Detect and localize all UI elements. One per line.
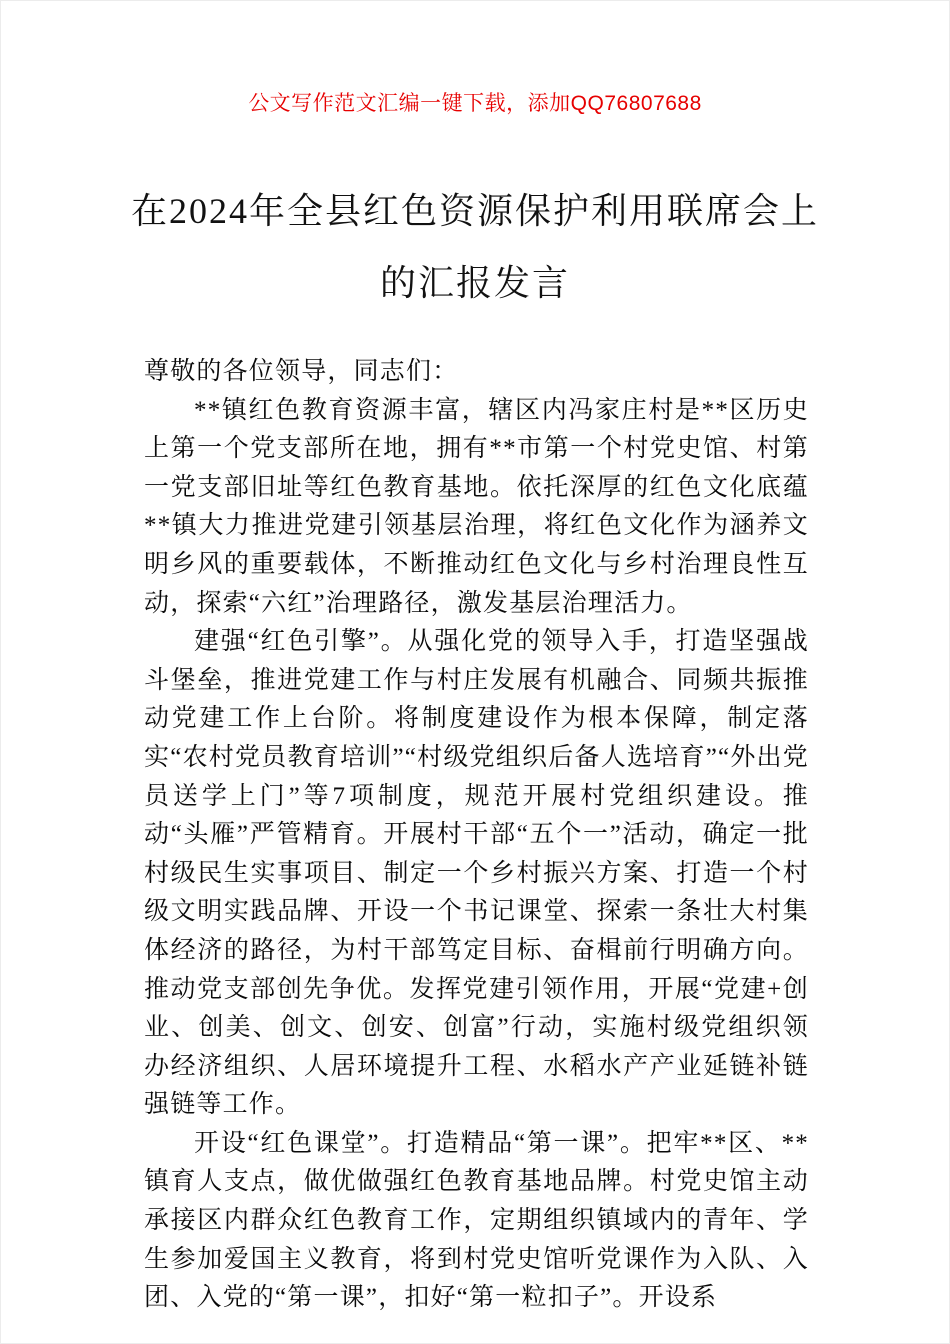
document-title-line-1: 在2024年全县红色资源保护利用联席会上 — [130, 191, 819, 231]
salutation: 尊敬的各位领导，同志们： — [144, 358, 459, 385]
paragraph-2: 建强“红色引擎”。从强化党的领导入手，打造坚强战斗堡垒，推进党建工作与村庄发展有机融合、同频共振推动党建工作上台阶。将制度建设作为根本保障，制定落实“农村党员教育培训”“村级党组织后备人选培育”“外出党员送学上门”等7项制度，规范开展村党组织建设。推动“头雁”严管精育。开展村干部“五个一”活动，确定一批村级民生实事项目、制定一个乡村振兴方案、打造一个村级文明实践品牌、开设一个书记课堂、探索一条壮大村集体经济的路径，为村干部笃定目标、奋楫前行明确方向。推动党支部创先争优。发挥党建引领作用，开展“党建+创业、创美、创文、创安、创富”行动，实施村级党组织领办经济组织、人居环境提升工程、水稻水产产业延链补链强链等工作。 — [144, 628, 809, 1119]
promo-notice: 公文写作范文汇编一键下载，添加QQ76807688 — [248, 92, 702, 115]
document-title-line-2: 的汇报发言 — [379, 263, 570, 303]
paragraph-1: **镇红色教育资源丰富，辖区内冯家庄村是**区历史上第一个党支部所在地，拥有**市第一个村党史馆、村第一党支部旧址等红色教育基地。依托深厚的红色文化底蕴**镇大力推进党建引领基层治理，将红色文化作为涵养文明乡风的重要载体，不断推动红色文化与乡村治理良性互动，探索“六红”治理路径，激发基层治理活力。 — [144, 396, 809, 617]
paragraph-3: 开设“红色课堂”。打造精品“第一课”。把牢**区、**镇育人支点，做优做强红色教育基地品牌。村党史馆主动承接区内群众红色教育工作，定期组织镇域内的青年、学生参加爱国主义教育，将到村党史馆听党课作为入队、入团、入党的“第一课”，扣好“第一粒扣子”。开设系 — [144, 1129, 809, 1312]
document-title — [111, 175, 839, 319]
document-body — [144, 353, 809, 1318]
